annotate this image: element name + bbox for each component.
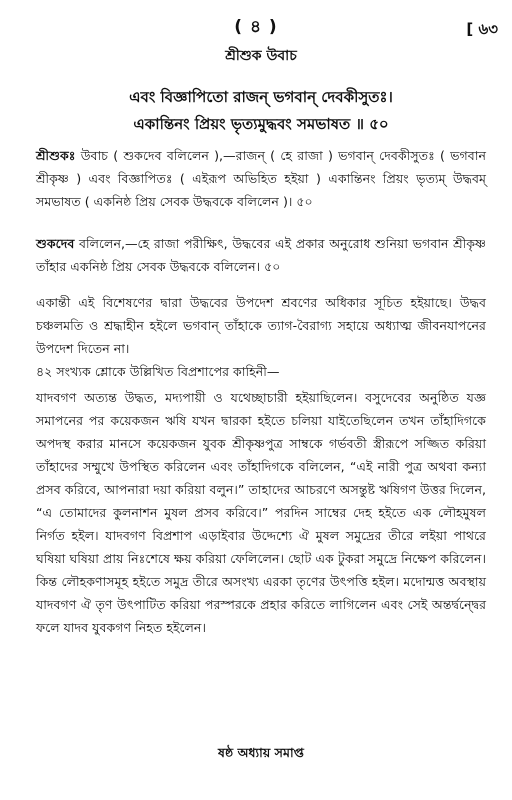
translation-label: শুকদেব bbox=[36, 236, 75, 251]
word-meaning-label: শ্রীশুকঃ bbox=[36, 148, 76, 163]
commentary: একান্তী এই বিশেষণের দ্বারা উদ্ধবের উপদেশ শ্রবণের অধিকার সূচিত হইয়াছে। উদ্ধব চঞ্চলমতি ও শ্রদ্ধাহীন হইলে ভগবান্ তাঁহাকে ত্যাগ-বৈরাগ্য সহায়ে অধ্যাত্ম জীবনযাপনের উপদেশ দিতেন না। bbox=[36, 295, 486, 356]
page-number: ( ৪ ) bbox=[234, 17, 278, 37]
sanskrit-verse bbox=[36, 84, 486, 138]
section-heading: ৪২ সংখ্যক শ্লোকে উল্লিখিত বিপ্রশাপের কাহিনী— bbox=[36, 364, 280, 379]
verse-line-2: একান্তিনং প্রিয়ং ভৃত্যমুদ্ধবং সমভাষত ॥ ৫০ bbox=[133, 115, 389, 133]
verse-line-1: এবং বিজ্ঞাপিতো রাজন্ ভগবান্ দেবকীসুতঃ। bbox=[129, 88, 393, 106]
page-reference: [ ৬৩ bbox=[466, 20, 498, 38]
story-paragraph: যাদবগণ অত্যন্ত উদ্ধত, মদ্যপায়ী ও যথেচ্ছাচারী হইয়াছিলেন। বসুদেবের অনুষ্ঠিত যজ্ঞ সমাপনের পর কয়েকজন ঋষি যখন দ্বারকা হইতে চলিয়া যাইতেছিলেন তখন তাঁহাদিগকে অপদস্থ করার মানসে কয়েকজন যুবক শ্রীকৃষ্ণপুত্র সাম্বকে গর্ভবতী স্ত্রীরূপে সজ্জিত করিয়া তাঁহাদের সম্মুখে উপস্থিত করিলেন এবং তাঁহাদিগকে বলিলেন, “এই নারী পুত্র অথবা কন্যা প্রসব করিবে, আপনারা দয়া করিয়া বলুন।” তাহাদের আচরণে অসন্তুষ্ট ঋষিগণ উত্তর দিলেন, “এ তোমাদের কুলনাশন মুষল প্রসব করিবে।” পরদিন সাম্বের দেহ হইতে এক লৌহমুষল নির্গত হইল। যাদবগণ বিপ্রশাপ এড়াইবার উদ্দেশ্যে ঐ মুষল সমুদ্রের তীরে লইয়া পাথরে ঘষিয়া ঘষিয়া প্রায় নিঃশেষে ক্ষয় করিয়া ফেলিলেন। ছোট এক টুকরা সমুদ্রে নিক্ষেপ করিলেন। কিন্ত লৌহকণাসমূহ হইতে সমুদ্র তীরে অসংখ্য এরকা তৃণের উৎপত্তি হইল। মদোন্মত্ত অবস্থায় যাদবগণ ঐ তৃণ উৎপাটিত করিয়া পরস্পরকে প্রহার করিতে লাগিলেন এবং সেই অন্তর্দ্বন্দ্বের ফলে যাদব যুবকগণ নিহত হইলেন। bbox=[36, 390, 486, 635]
word-meaning-text: উবাচ ( শুকদেব বলিলেন ),—রাজন্ ( হে রাজা ) ভগবান্ দেবকীসুতঃ ( ভগবান শ্রীকৃষ্ণ ) এবং বিজ্ঞাপিতঃ ( এইরূপ অভিহিত হইয়া ) একান্তিনং প্রিয়ং ভৃত্যম্ উদ্ধবম্ সমভাষত ( একনিষ্ঠ প্রিয় সেবক উদ্ধবকে বলিলেন )। ৫০ bbox=[36, 148, 486, 209]
speaker-heading: শ্রীশুক উবাচ bbox=[225, 48, 297, 64]
translation-text: বলিলেন,—হে রাজা পরীক্ষিৎ, উদ্ধবের এই প্রকার অনুরোধ শুনিয়া ভগবান শ্রীকৃষ্ণ তাঁহার একনিষ্ঠ প্রিয় সেবক উদ্ধবকে বলিলেন। ৫০ bbox=[36, 236, 486, 274]
translation bbox=[36, 232, 486, 278]
word-meaning bbox=[36, 144, 486, 213]
chapter-end-note: ষষ্ঠ অধ্যায় সমাপ্ত bbox=[218, 745, 304, 760]
